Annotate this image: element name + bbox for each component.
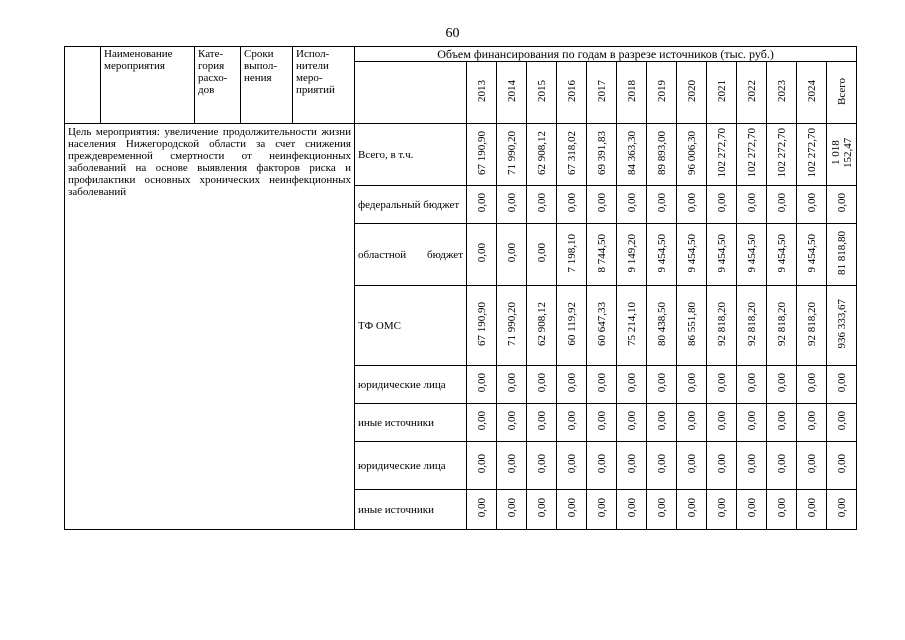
value-text: 0,00 [715, 411, 728, 431]
value-text: 0,00 [805, 498, 818, 518]
value-cell [557, 286, 587, 366]
source-label: иные источники [355, 404, 467, 442]
value-text: 0,00 [835, 193, 848, 213]
value-text: 0,00 [625, 454, 638, 474]
value-text: 0,00 [745, 193, 758, 213]
value-cell [587, 490, 617, 530]
value-text: 0,00 [775, 373, 788, 393]
value-cell [707, 186, 737, 224]
value-text: 9 454,50 [655, 233, 668, 273]
value-text: 0,00 [595, 498, 608, 518]
value-cell [587, 124, 617, 186]
value-cell [467, 286, 497, 366]
year-header [467, 62, 497, 124]
value-cell [827, 224, 857, 286]
value-text: 0,00 [805, 373, 818, 393]
value-cell [767, 442, 797, 490]
value-cell [557, 224, 587, 286]
header-deadlines: Сроки выпол-нения [241, 47, 293, 124]
value-cell [587, 186, 617, 224]
value-text: 0,00 [655, 373, 668, 393]
value-text: 67 190,90 [475, 131, 488, 175]
value-text: 92 818,20 [715, 302, 728, 346]
value-cell [527, 124, 557, 186]
header-name: Наименование мероприятия [101, 47, 195, 124]
value-cell [707, 124, 737, 186]
value-cell [497, 286, 527, 366]
funding-table [64, 46, 857, 530]
year-header [767, 62, 797, 124]
goal-text: Цель мероприятия: увеличение продолжительности жизни населения Нижегородской области за счет снижения преждевременной смертности от неинфекционных заболеваний на основе выявления факторов риска и профилактики основных хронических неинфекционных заболеваний [65, 124, 355, 530]
header-executors: Испол-нители меро-приятий [293, 47, 355, 124]
value-cell [497, 224, 527, 286]
value-text: 0,00 [805, 454, 818, 474]
value-text: 0,00 [835, 498, 848, 518]
value-cell [707, 442, 737, 490]
value-text: 9 454,50 [745, 233, 758, 273]
value-cell [737, 124, 767, 186]
value-text: 81 818,80 [835, 231, 848, 275]
value-text: 8 744,50 [595, 233, 608, 273]
value-cell [677, 442, 707, 490]
year-header [677, 62, 707, 124]
value-text: 67 190,90 [475, 302, 488, 346]
value-text: 0,00 [685, 498, 698, 518]
year-label: 2021 [715, 80, 728, 102]
value-text: 0,00 [505, 454, 518, 474]
value-cell [827, 366, 857, 404]
value-text: 0,00 [505, 373, 518, 393]
value-cell [767, 490, 797, 530]
year-header [827, 62, 857, 124]
value-cell [707, 224, 737, 286]
value-cell [827, 124, 857, 186]
value-text: 0,00 [835, 454, 848, 474]
value-cell [677, 224, 707, 286]
value-cell [827, 404, 857, 442]
value-text: 69 391,83 [595, 131, 608, 175]
value-text: 62 908,12 [535, 131, 548, 175]
year-label: 2023 [775, 80, 788, 102]
value-cell [617, 490, 647, 530]
value-cell [647, 366, 677, 404]
value-cell [647, 442, 677, 490]
source-label: иные источники [355, 490, 467, 530]
value-cell [467, 224, 497, 286]
value-text: 0,00 [595, 193, 608, 213]
value-text: 0,00 [655, 193, 668, 213]
value-cell [737, 224, 767, 286]
value-text: 0,00 [475, 411, 488, 431]
value-cell [497, 124, 527, 186]
source-label: федеральный бюджет [355, 186, 467, 224]
value-text: 86 551,80 [685, 302, 698, 346]
header-source-blank [355, 62, 467, 124]
value-cell [587, 404, 617, 442]
value-text: 0,00 [655, 498, 668, 518]
value-text: 9 149,20 [625, 233, 638, 273]
value-cell [557, 404, 587, 442]
value-text: 0,00 [835, 373, 848, 393]
value-cell [767, 366, 797, 404]
value-text: 0,00 [505, 498, 518, 518]
year-label: 2022 [745, 80, 758, 102]
value-cell [827, 286, 857, 366]
year-header [527, 62, 557, 124]
value-text: 9 454,50 [685, 233, 698, 273]
value-text: 71 990,20 [505, 302, 518, 346]
value-text: 0,00 [625, 373, 638, 393]
value-text: 89 893,00 [655, 131, 668, 175]
year-label: Всего [835, 77, 848, 105]
value-cell [707, 366, 737, 404]
value-text: 0,00 [625, 498, 638, 518]
value-text: 0,00 [655, 411, 668, 431]
value-text: 0,00 [835, 411, 848, 431]
value-text: 0,00 [535, 243, 548, 263]
value-text: 0,00 [685, 454, 698, 474]
year-label: 2014 [505, 80, 518, 102]
value-cell [527, 186, 557, 224]
value-cell [737, 442, 767, 490]
value-cell [527, 286, 557, 366]
value-text: 0,00 [565, 373, 578, 393]
value-cell [737, 186, 767, 224]
year-label: 2018 [625, 80, 638, 102]
source-label: юридические лица [355, 366, 467, 404]
year-header [647, 62, 677, 124]
value-text: 0,00 [625, 193, 638, 213]
value-text: 0,00 [685, 193, 698, 213]
year-label: 2020 [685, 80, 698, 102]
value-cell [527, 224, 557, 286]
value-cell [797, 490, 827, 530]
year-header [617, 62, 647, 124]
value-cell [587, 366, 617, 404]
value-text: 62 908,12 [535, 302, 548, 346]
value-text: 0,00 [715, 193, 728, 213]
value-text: 0,00 [595, 411, 608, 431]
value-text: 0,00 [565, 498, 578, 518]
value-text: 102 272,70 [805, 128, 818, 178]
value-text: 0,00 [535, 454, 548, 474]
value-text: 92 818,20 [805, 302, 818, 346]
value-cell [797, 224, 827, 286]
year-label: 2019 [655, 80, 668, 102]
value-cell [647, 490, 677, 530]
value-text: 0,00 [475, 454, 488, 474]
value-cell [737, 490, 767, 530]
value-cell [767, 286, 797, 366]
value-text: 92 818,20 [745, 302, 758, 346]
year-label: 2017 [595, 80, 608, 102]
value-cell [767, 404, 797, 442]
value-text: 0,00 [655, 454, 668, 474]
value-cell [617, 186, 647, 224]
value-cell [527, 404, 557, 442]
year-label: 2024 [805, 80, 818, 102]
value-text: 9 454,50 [805, 233, 818, 273]
value-text: 0,00 [685, 373, 698, 393]
value-text: 71 990,20 [505, 131, 518, 175]
value-text: 75 214,10 [625, 302, 638, 346]
source-label: ТФ ОМС [355, 286, 467, 366]
value-cell [467, 404, 497, 442]
header-blank-cell [65, 47, 101, 124]
value-cell [617, 442, 647, 490]
value-text: 9 454,50 [715, 233, 728, 273]
year-label: 2015 [535, 80, 548, 102]
value-text: 60 647,33 [595, 302, 608, 346]
value-cell [527, 490, 557, 530]
value-cell [527, 366, 557, 404]
value-text: 80 438,50 [655, 302, 668, 346]
value-text: 0,00 [595, 373, 608, 393]
value-cell [737, 366, 767, 404]
value-text: 0,00 [505, 411, 518, 431]
value-text: 0,00 [535, 498, 548, 518]
value-text: 0,00 [715, 454, 728, 474]
value-cell [797, 286, 827, 366]
value-text: 0,00 [745, 411, 758, 431]
value-cell [497, 404, 527, 442]
header-funding: Объем финансирования по годам в разрезе источников (тыс. руб.) [355, 47, 857, 62]
value-cell [707, 286, 737, 366]
value-cell [797, 186, 827, 224]
value-text: 0,00 [535, 373, 548, 393]
value-cell [677, 186, 707, 224]
value-text: 1 018 152,47 [829, 137, 854, 169]
value-cell [827, 186, 857, 224]
value-cell [647, 224, 677, 286]
value-text: 0,00 [565, 193, 578, 213]
value-cell [827, 490, 857, 530]
value-cell [527, 442, 557, 490]
value-cell [647, 404, 677, 442]
value-text: 0,00 [745, 498, 758, 518]
value-cell [677, 286, 707, 366]
value-text: 9 454,50 [775, 233, 788, 273]
value-text: 102 272,70 [715, 128, 728, 178]
value-cell [467, 366, 497, 404]
value-cell [797, 124, 827, 186]
value-cell [557, 124, 587, 186]
value-text: 0,00 [745, 373, 758, 393]
value-cell [737, 286, 767, 366]
value-text: 0,00 [475, 243, 488, 263]
value-cell [707, 490, 737, 530]
value-cell [467, 490, 497, 530]
value-cell [587, 224, 617, 286]
year-header [587, 62, 617, 124]
value-cell [767, 124, 797, 186]
value-cell [617, 286, 647, 366]
value-cell [797, 442, 827, 490]
value-cell [617, 224, 647, 286]
year-header [707, 62, 737, 124]
value-text: 0,00 [805, 193, 818, 213]
table-row [65, 124, 857, 186]
value-cell [497, 490, 527, 530]
header-category: Кате-гория расхо-дов [195, 47, 241, 124]
value-cell [497, 442, 527, 490]
value-cell [467, 186, 497, 224]
value-cell [557, 490, 587, 530]
value-cell [467, 124, 497, 186]
value-cell [647, 286, 677, 366]
source-label: юридические лица [355, 442, 467, 490]
source-label: Всего, в т.ч. [355, 124, 467, 186]
value-cell [767, 224, 797, 286]
value-cell [677, 124, 707, 186]
value-text: 0,00 [565, 411, 578, 431]
value-text: 0,00 [715, 373, 728, 393]
value-text: 0,00 [775, 498, 788, 518]
value-text: 0,00 [625, 411, 638, 431]
value-cell [797, 404, 827, 442]
value-text: 0,00 [565, 454, 578, 474]
value-cell [797, 366, 827, 404]
value-text: 0,00 [475, 498, 488, 518]
value-cell [497, 186, 527, 224]
value-text: 0,00 [535, 193, 548, 213]
value-text: 0,00 [805, 411, 818, 431]
source-label: областной бюджет [355, 224, 467, 286]
value-cell [737, 404, 767, 442]
value-cell [587, 286, 617, 366]
value-cell [617, 366, 647, 404]
value-text: 0,00 [505, 193, 518, 213]
value-cell [557, 442, 587, 490]
year-header [797, 62, 827, 124]
value-cell [707, 404, 737, 442]
value-cell [497, 366, 527, 404]
value-text: 0,00 [775, 193, 788, 213]
value-cell [647, 186, 677, 224]
value-text: 0,00 [745, 454, 758, 474]
value-text: 84 363,30 [625, 131, 638, 175]
value-text: 936 333,67 [835, 299, 848, 349]
value-text: 67 318,02 [565, 131, 578, 175]
value-text: 0,00 [475, 193, 488, 213]
year-header [737, 62, 767, 124]
value-cell [617, 404, 647, 442]
value-cell [677, 490, 707, 530]
year-header [557, 62, 587, 124]
value-cell [557, 366, 587, 404]
value-text: 92 818,20 [775, 302, 788, 346]
value-cell [587, 442, 617, 490]
value-text: 0,00 [505, 243, 518, 263]
value-text: 102 272,70 [745, 128, 758, 178]
value-cell [677, 366, 707, 404]
value-text: 0,00 [475, 373, 488, 393]
value-text: 0,00 [775, 411, 788, 431]
value-text: 0,00 [715, 498, 728, 518]
value-cell [617, 124, 647, 186]
value-cell [767, 186, 797, 224]
value-text: 0,00 [685, 411, 698, 431]
value-cell [557, 186, 587, 224]
value-cell [467, 442, 497, 490]
value-text: 0,00 [775, 454, 788, 474]
year-label: 2013 [475, 80, 488, 102]
value-text: 60 119,92 [565, 302, 578, 346]
value-text: 0,00 [595, 454, 608, 474]
value-cell [647, 124, 677, 186]
year-header [497, 62, 527, 124]
value-text: 0,00 [535, 411, 548, 431]
value-text: 7 198,10 [565, 233, 578, 273]
year-label: 2016 [565, 80, 578, 102]
value-cell [827, 442, 857, 490]
value-text: 96 006,30 [685, 131, 698, 175]
value-text: 102 272,70 [775, 128, 788, 178]
value-cell [677, 404, 707, 442]
page-number: 60 [445, 26, 460, 41]
